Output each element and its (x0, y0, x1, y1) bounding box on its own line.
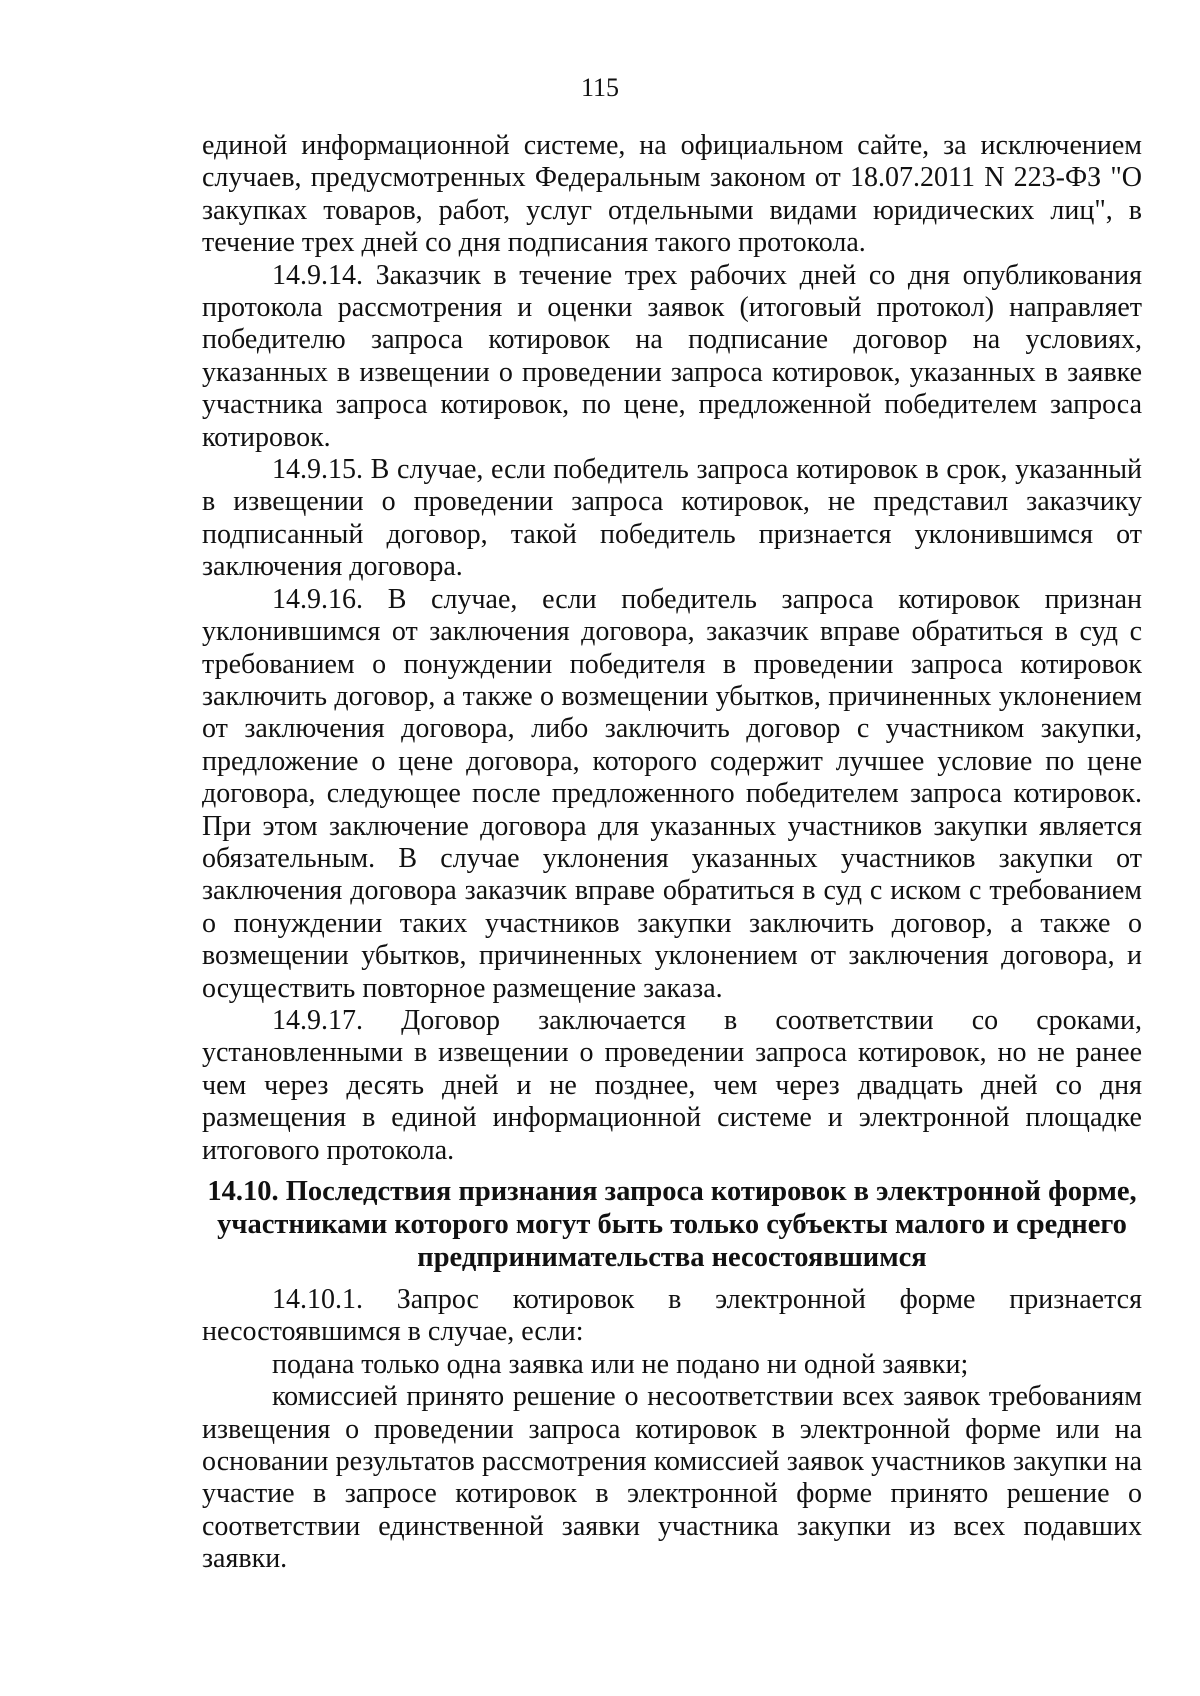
paragraph-continuation: единой информационной системе, на официальном сайте, за исключением случаев, предусмотренных Федеральным законом от 18.07.2011 N 223-ФЗ "О закупках товаров, работ, услуг отдельными видами юридических лиц", в течение трех дней со дня подписания такого протокола. (202, 130, 1142, 259)
paragraph-14-9-16: 14.9.16. В случае, если победитель запроса котировок признан уклонившимся от заключения договора, заказчик вправе обратиться в суд с требованием о понуждении победителя в проведении запроса котировок заключить договор, а также о возмещении убытков, причиненных уклонением от заключения договора, либо заключить договор с участником закупки, предложение о цене договора, которого содержит лучшее условие по цене договора, следующее после предложенного победителем запроса котировок. При этом заключение договора для указанных участников закупки является обязательным. В случае уклонения указанных участников закупки от заключения договора заказчик вправе обратиться в суд с иском с требованием о понуждении таких участников закупки заключить договор, а также о возмещении убытков, причиненных уклонением от заключения договора, и осуществить повторное размещение заказа. (202, 583, 1142, 1004)
page-number: 115 (580, 73, 620, 102)
list-item-single-bid: подана только одна заявка или не подано ни одной заявки; (272, 1348, 969, 1380)
paragraph-14-9-17: 14.9.17. Договор заключается в соответствии со сроками, установленными в извещении о проведении запроса котировок, но не ранее чем через десять дней и не позднее, чем через двадцать дней со дня размещения в единой информационной системе и электронной площадке итогового протокола. (202, 1004, 1142, 1166)
document-body (202, 130, 1142, 1576)
paragraph-14-9-15: 14.9.15. В случае, если победитель запроса котировок в срок, указанный в извещении о проведении запроса котировок, не представил заказчику подписанный договор, такой победитель признается уклонившимся от заключения договора. (202, 454, 1142, 583)
list-item-commission-decision: комиссией принято решение о несоответствии всех заявок требованиям извещения о проведении запроса котировок в электронной форме или на основании результатов рассмотрения комиссией заявок участников закупки на участие в запросе котировок в электронной форме принято решение о соответствии единственной заявки участника закупки из всех подавших заявки. (202, 1381, 1142, 1575)
section-heading-14-10: 14.10. Последствия признания запроса котировок в электронной форме, участниками которого могут быть только субъекты малого и среднего предпринимательства несостоявшимся (207, 1176, 1137, 1273)
paragraph-14-9-14: 14.9.14. Заказчик в течение трех рабочих дней со дня опубликования протокола рассмотрения и оценки заявок (итоговый протокол) направляет победителю запроса котировок на подписание договор на условиях, указанных в извещении о проведении запроса котировок, указанных в заявке участника запроса котировок, по цене, предложенной победителем запроса котировок. (202, 259, 1142, 453)
paragraph-14-10-1: 14.10.1. Запрос котировок в электронной форме признается несостоявшимся в случае, если: (202, 1284, 1142, 1348)
